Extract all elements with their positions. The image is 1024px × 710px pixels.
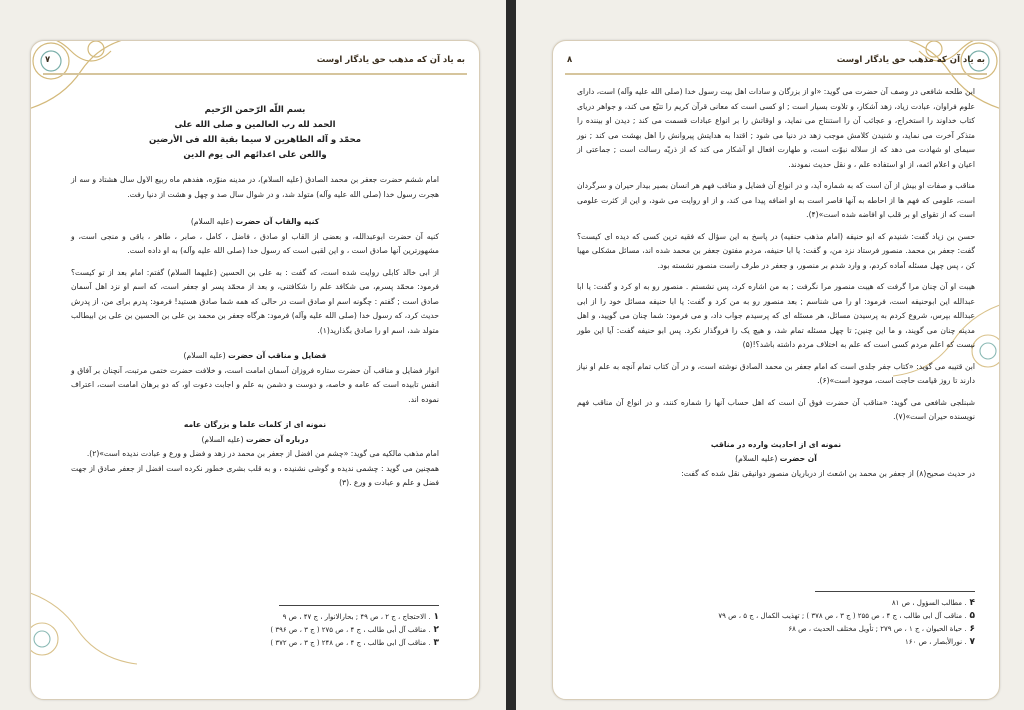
section-heading [577, 452, 975, 467]
footnote: ۴. مطالب السؤول ، ص ۸۱ [891, 598, 975, 608]
section-title: فضایل و مناقب آن حضرت [228, 351, 327, 360]
header-rule [565, 73, 987, 75]
praise-line-3: واللعن علی اعدائهم الی یوم الدین [183, 150, 327, 160]
section-subtitle: آن حضرت [779, 454, 817, 463]
footnotes [71, 611, 439, 650]
page-number: ۷ [45, 55, 51, 65]
praise-line-2: محمّد و آله الطاهرین لا سیما بقیة الله فی الأرضین [148, 135, 362, 145]
section-heading [71, 433, 439, 448]
footnote-rule [279, 605, 439, 606]
praise-line-1: الحمد لله رب العالمین و صلی الله علی [174, 120, 336, 130]
section-title: نمونه ای از کلمات علما و بزرگان عامه [183, 420, 327, 429]
page-left [30, 40, 480, 700]
footnote-rule [815, 591, 975, 592]
paragraph: مناقب و صفات او بیش از آن است که به شماره آید، و در انواع آن فضایل و مناقب فهم هر انسان بصیر بیدار حیران و سرگردان است، علومی که فهم ها از احاطه به آنها قاصر است به او اضافه پیدا می کند، و از او روایت می شود، و این از کثرت علومی است که از تقوای او بر قلب او افاضه شده است»(۴). [576, 181, 975, 219]
running-title: به یاد آن که مذهب حق یادگار اوست [316, 55, 465, 65]
page-body [71, 103, 439, 498]
paragraph: امام مذهب مالکیه می گوید: «چشم من افضل از جعفر بن محمد در زهد و فضل و ورع و عبادت ندیده است»(۲). [86, 449, 439, 458]
paragraph: از ابی خالد کابلی روایت شده است، که گفت : به علی بن الحسین (علیهما السلام) گفتم: امام بعد از تو کیست؟ فرمود: محمّد پسرم، می شکافد علم را شکافتنی، و بعد از محمّد پسر او جعفر است، که اسم او نزد اهل آسمان صادق است ; گفتم : چگونه اسم او صادق است در حالی که همه شما صادق هستید! فرمود: پدرم برای من، از پدرش حدیث کرد، که رسول خدا (صلی الله علیه وآله) فرمود: هرگاه جعفر بن محمد بن علی بن الحسین بن علی بن ابیطالب متولد شد، اسم او را صادق بگذارید(۱). [71, 267, 439, 335]
section-title: نمونه ای از احادیث وارده در مناقب [710, 439, 842, 449]
page-header [567, 51, 985, 69]
paragraph: ابن طلحه شافعی در وصف آن حضرت می گوید: «او از بزرگان و سادات اهل بیت رسول خدا (صلی الله علیه وآله) است، دارای علوم فراوان، عبادت زیاد، زهد آشکار، و تلاوت بسیار است ; او کسی است که معانی قرآن کریم را تتبّع می کند، و جواهر دریای کتاب خداوند را استخراج، و عجائب آن را استنتاج می نماید، و اوقاتش را بر انواع عبادات قسمت می کند ; دیدن او بیننده را متذکر آخرت می نماید، و شنیدن کلامش موجب زهد در دنیا می شود ; اقتدا به هدایتش پیروانش را اهل بهشت می کند ; نور سیمای او شهادت می دهد که از سلاله نبوّت است، و طهارت افعال او آشکار می کند که از ذریّه رسالت است ; جماعتی از اعیان و اعلام ائمه، از او استفاده علم ، و نقل حدیث نمودند. [577, 87, 975, 169]
section-heading [71, 215, 439, 230]
footnote: ۲. مناقب آل أبی طالب ، ج ۴ ، ص ۲۷۵ ( ج ۳ ، ص ۳۹۶ ) [270, 625, 439, 635]
section-suffix: (علیه السلام) [201, 434, 244, 444]
paragraph: انوار فضایل و مناقب آن حضرت ستاره فروزان آسمان امامت است، و خلافت حضرت ختمی مرتبت، آنچنان بر آفاق و انفس تابیده است که عامه و خاصه، و دوست و دشمن به علم و اجابت دعوت او، که دو برهان امامت است، اعتراف نموده اند. [71, 365, 439, 404]
page-header [45, 51, 465, 69]
paragraph: همچنین می گوید : چشمی ندیده و گوشی نشنیده ، و به قلب بشری خطور نکرده است افضل از جعفر صادق از جهت فضل و علم و عبادت و ورع .(۳) [71, 463, 439, 487]
bismillah: بسم اللّه الرّحمن الرّحیم [204, 105, 306, 115]
section-suffix: (علیه السلام) [183, 351, 226, 360]
section-suffix: (علیه السلام) [735, 454, 778, 463]
footnote: ۶. حیاة الحیوان ، ج ۱ ، ص ۲۷۹ ; تأویل مختلف الحدیث ، ص ۶۸ [788, 624, 975, 634]
section-suffix: (علیه السلام) [190, 217, 234, 226]
header-rule [43, 73, 467, 75]
section-subtitle: درباره آن حضرت [246, 434, 309, 444]
paragraph: حسن بن زیاد گفت: شنیدم که ابو حنیفه (امام مذهب حنفیه) در پاسخ به این سؤال که فقیه ترین کسی که دیده ای کیست؟ گفت: جعفر بن محمد. منصور فرستاد نزد من، و گفت: یا ابا حنیفه، مردم مفتون جعفر بن محمد شده اند، مسائل مشکلی مهیا کن ، پس چهل مسئله آماده کردم، و وارد شدم بر منصور، و جعفر در طرف راست منصور نشسته بود. [577, 231, 975, 270]
paragraph: شبنلجی شافعی می گوید: «مناقب آن حضرت فوق آن است که اهل حساب آنها را شماره کنند، و در انواع آن مناقب فهم نویسنده حیران است»(۷). [577, 397, 975, 421]
section-heading [71, 349, 439, 364]
paragraph: در حدیث صحیح(۸) از جعفر بن محمد بن اشعث از درباریان منصور دوانیقی نقل شده که گفت: [681, 468, 975, 478]
book-spine [506, 0, 516, 710]
paragraph: ابن قتیبه می گوید: «کتاب جفر جلدی است که امام جعفر بن محمد الصادق نوشته است، و در آن کتاب تمام آنچه به علم او نیاز دارند تا روز قیامت حاجت است، موجود است»(۶). [577, 361, 975, 385]
page-body [577, 85, 975, 488]
footnote: ۱. الاحتجاج ، ج ۲ ، ص ۴۹ ; بحارالانوار ، ج ۴۷ ، ص ۹ [282, 612, 439, 622]
footnote: ۵. مناقب آل ابی طالب ، ج ۴ ، ص ۲۵۵ ( ج ۳ ، ص ۳۷۸ ) ; تهذیب الکمال ، ج ۵ ، ص ۷۹ [718, 611, 975, 621]
page-number: ۸ [567, 55, 573, 65]
intro-paragraph: امام ششم حضرت جعفر بن محمد الصادق (علیه السلام)، در مدینه منوّره، هفدهم ماه ربیع الاول سال هشتاد و سه از هجرت رسول خدا (صلی الله علیه وآله) متولد شد، و در شوال سال صد و چهل و هشت از دنیا رفت. [71, 175, 439, 199]
paragraph: هیبت او آن چنان مرا گرفت که هیبت منصور مرا نگرفت ; به من اشاره کرد، پس نشستم . منصور رو به او کرد و گفت: یا ابا عبدالله این ابوحنیفه است، فرمود: او را می شناسم ; بعد منصور رو به من کرد و گفت: یا ابا حنیفه مسائل خود را از ابی عبدالله بپرس، شروع کردم به پرسیدن مسائل، هر مسئله ای که پرسیدم جواب داد، و می فرمود: شما چنان می گویید، و اهل مدینه چنان می گویند، و ما این چنین; تا چهل مسئله تمام شد، و هیچ یک را فروگذار نکرد. پس ابو حنیفه گفت: آیا این طور نیست که اعلم مردم کسی است که علم به اختلاف مردم داشته باشد؟!(۵) [577, 282, 975, 349]
footnote: ۳. مناقب آل ابی طالب ، ج ۴ ، ص ۲۴۸ ( ج ۳ ، ص ۳۷۲ ) [270, 638, 439, 648]
footnotes [577, 597, 975, 649]
section-title: کنیه والقاب آن حضرت [235, 217, 320, 226]
page-right [552, 40, 1000, 700]
footnote: ۷. نورالأبصار ، ص ۱۶۰ [904, 637, 975, 647]
paragraph: کنیه آن حضرت ابوعبدالله، و بعضی از القاب او صادق ، فاضل ، کامل ، صابر ، طاهر ، باقی و منجی است، و مشهورترین آنها صادق است ، و این لقبی است که رسول خدا (صلی الله علیه وآله) به او داده است. [71, 231, 439, 255]
running-title: به یاد آن که مذهب حق یادگار اوست [836, 55, 985, 65]
